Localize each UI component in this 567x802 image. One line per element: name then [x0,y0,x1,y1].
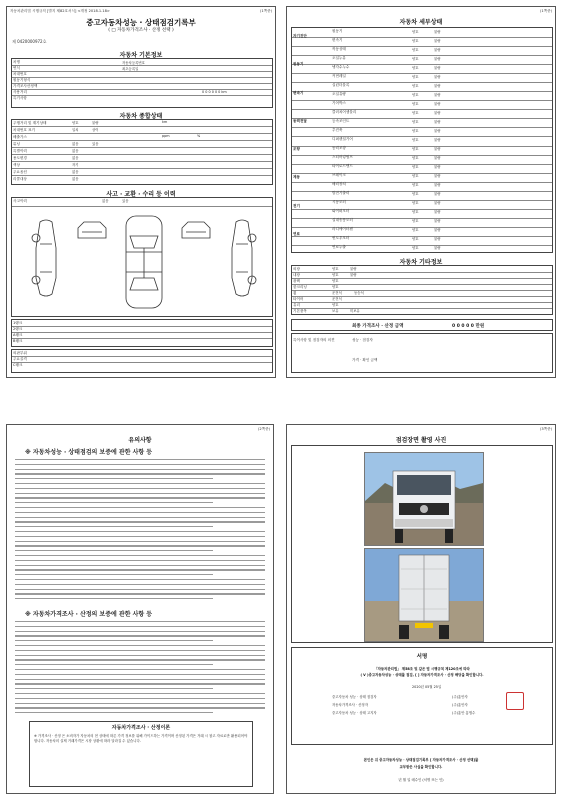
chk-good[interactable]: 양호 [332,285,339,289]
text-line [15,584,265,585]
etc-row: 내장 [293,272,300,277]
chk-good[interactable]: 양호 [412,128,419,133]
chk-bad[interactable]: 불량 [434,29,441,34]
chk-bad[interactable]: 불량 [434,137,441,142]
price-theory-box [29,721,253,787]
summary-row: 용도변경 [13,155,27,160]
text-line [15,693,265,694]
text-line [15,626,265,627]
accident-detail-table [11,349,273,373]
detail-category: 동력전달 [293,118,307,123]
text-line [15,631,265,632]
chk-good[interactable]: 양호 [412,29,419,34]
text-line [15,679,265,680]
chk-good[interactable]: 양호 [412,228,419,233]
text-line [15,683,265,684]
car-side-view-icon [26,218,66,298]
basic-row-5: 원동기형식 [13,77,31,82]
sign-value-3: (주)흥안 흥범수 [452,711,476,715]
chk-bad[interactable]: 불량 [92,121,99,125]
summary-row: 리콜대상 [13,176,27,181]
text-line [15,655,265,656]
text-line [15,707,265,708]
price-theory-text: ※ 가격조사 · 산정 은 소비자가 자동차의 현 상태에 따른 가격 정보를 위해 가이드하는 가격이며 산정된 가격은 거래 시 참고 자료로만 활용되어야 합니다. 자동차의 실제 거래가격은 시장 상황에 따라 달라질 수 있습니다. [34,734,248,743]
chk-bad[interactable]: 불량 [434,246,441,251]
basic-row-2-label: 자동차등록번호 [122,60,145,65]
text-line [15,669,265,670]
chk-bad[interactable]: 불량 [434,237,441,242]
truck-rear-photo [364,548,484,642]
text-line [15,650,265,651]
chk-good[interactable]: 양호 [412,147,419,152]
detail-category: 제동 [293,175,300,180]
truck-front-photo [364,452,484,546]
chk-good[interactable]: 양호 [412,210,419,215]
chk-bad[interactable]: 불량 [350,273,357,277]
sign-value-1: (주)흥안자 [452,695,468,699]
signature-box [291,647,553,745]
chk-bad[interactable]: 불량 [434,65,441,70]
detail-item-label: 기어박스 [332,100,346,105]
photo-page [286,424,556,794]
chk-bad[interactable]: 불량 [434,110,441,115]
sign-date: 2020년 05월 25일 [412,685,442,689]
summary-row: 배출가스 [13,134,27,139]
chk-none[interactable]: 없음 [72,177,79,181]
chk-bad[interactable]: 불량 [434,83,441,88]
chk-bad[interactable]: 불량 [434,56,441,61]
section-basic-info: 자동차 기본정보 [119,52,163,59]
chk-good[interactable]: 양호 [412,137,419,142]
section-accident: 사고 · 교환 · 수리 등 이력 [106,191,176,198]
photo-frame [291,445,553,643]
chk-bad[interactable]: 불량 [434,219,441,224]
page2-header-right: (2쪽중) [257,427,270,431]
chk-good[interactable]: 양호 [412,183,419,188]
page1-header-right: (1쪽중) [259,9,272,13]
chk-good[interactable]: 양호 [412,119,419,124]
page1b-header-right: (1쪽중) [539,9,552,13]
detail-item-label: 실린더블록 [332,82,350,87]
text-line [15,598,213,599]
chk-bad[interactable]: 불량 [434,128,441,133]
chk-good[interactable]: 양호 [412,74,419,79]
chk-good[interactable]: 양호 [412,165,419,170]
chk-good[interactable]: 양호 [412,156,419,161]
photo-title: 점검장면 촬영 사진 [395,437,447,444]
sign-text-2: ( V )중고자동차성능 · 상태를 점검, [ ] 자동차가격조사 · 산정 해당을 확인합니다. [360,673,484,677]
text-line [15,545,265,546]
text-line [15,459,265,460]
chk-good[interactable]: 양호 [412,219,419,224]
notes-box [291,333,553,373]
sign-row-1: 중고자동차 성능 · 상태 점검자 [332,695,377,699]
section-detail: 자동차 세부상태 [399,19,443,26]
detail-table [291,27,553,253]
text-line [15,526,213,527]
final-price-box [291,319,553,331]
text-line [15,565,265,566]
text-line [15,473,265,474]
basic-row-1: 차명 [13,59,20,64]
detail-item-label: 윈도우모터 [332,236,350,241]
text-line [15,507,265,508]
sig-label: 성능 · 점검자 [352,338,373,342]
chk-passenger[interactable]: 동승석 [354,291,364,295]
etc-row: 광택 [293,278,300,283]
chk-good[interactable]: 양호 [72,121,79,125]
text-line [15,589,265,590]
doc-number: 제 0420000972호 [12,39,47,44]
detail-item-label: 클러치어셈블리 [332,109,357,114]
text-line [15,703,265,704]
text-line [15,593,265,594]
text-line [15,536,265,537]
page1-title: 중고자동차성능 · 상태점검기록부 [86,18,196,27]
chk-bad[interactable]: 불량 [434,74,441,79]
chk-good[interactable]: 양호 [412,47,419,52]
unit-pct: % [197,134,201,138]
notice-page [6,424,274,794]
section-etc: 자동차 기타정보 [399,259,443,266]
detail-item-label: 변속기 [332,37,343,42]
chk-good[interactable]: 양호 [332,279,339,283]
chk-bad[interactable]: 불량 [434,210,441,215]
detail-item-label: 타이로드엔드 [332,164,353,169]
sign-row-2: 자동차가격조사 · 산정자 [332,703,368,707]
etc-row: 기본품목 [293,308,307,313]
detail-category: 조향 [293,147,300,151]
chk-none[interactable]: 없음 [72,149,79,153]
chk-good[interactable]: 양호 [412,174,419,179]
detail-item-label: 와이퍼모터 [332,209,350,214]
detail-item-label: 동력조향 [332,146,346,151]
basic-info-table [11,58,273,108]
text-line [15,502,213,503]
sign-row-3: 중고자동차 성능 · 상태 고지자 [332,711,377,715]
chk-differ[interactable]: 상이 [92,128,99,132]
text-line [15,574,213,575]
inspector-label: 가격 · 확인 금액 [352,358,378,362]
notes-label: 특이사항 및 점검자의 의견 [293,338,335,342]
text-line [15,569,265,570]
text-line [15,531,265,532]
sign-title: 서명 [416,654,428,660]
chk-bad[interactable]: 불량 [434,101,441,106]
basic-row-8: 특기사항 [13,95,27,100]
page3-header-right: (3쪽중) [539,427,552,431]
summary-row: 색상 [13,162,20,167]
text-line [15,478,213,479]
text-line [15,579,265,580]
text-line [15,712,213,713]
sign-value-2: (주)흥안자 [452,703,468,707]
text-line [15,541,265,542]
text-line [15,640,213,641]
basic-first-reg: 최초등록일 [122,66,139,71]
rank-row: A랭크 [13,332,23,337]
summary-row: 특별이력 [13,148,27,153]
rank-row: C랭크 [13,362,23,367]
chk-own[interactable]: 보유 [332,309,339,313]
basic-row-4: 차대번호 [13,71,27,76]
chk-good[interactable]: 양호 [412,246,419,251]
detail-category: 원동기 [293,62,304,67]
detail-item-label: 스티어링펌프 [332,155,353,160]
detail-item-label: 오일누유 [332,55,346,60]
text-line [15,664,213,665]
accident-row: 사고이력 [13,198,27,203]
final-price-label: 최종 가격조사 · 산정 금액 [352,324,404,329]
text-line [15,512,265,513]
chk-good[interactable]: 양호 [412,92,419,97]
chk-good[interactable]: 양호 [412,110,419,115]
chk-good[interactable]: 양호 [412,56,419,61]
footer-line-2: 교부받은 사실을 확인합니다. [399,765,443,769]
detail-item-label: 원동기 [332,28,343,33]
detail-item-label: 등속조인트 [332,118,350,123]
price-theory-title: 자동차가격조사 · 산정이론 [111,725,171,731]
text-line [15,497,265,498]
chk-bad[interactable]: 불량 [434,119,441,124]
unit-ppm: ppm [162,134,170,138]
chk-bad[interactable]: 불량 [434,92,441,97]
chk-bad[interactable]: 불량 [434,47,441,52]
chk-bad[interactable]: 불량 [434,147,441,152]
car-rear-view-icon [178,220,214,240]
text-line [15,521,265,522]
etc-row: 휠 [293,290,297,295]
text-line [15,659,265,660]
chk-good[interactable]: 양호 [412,201,419,206]
detail-item-label: 디퍼렌셜기어 [332,136,353,141]
summary-row: 튜닝 [13,141,20,146]
text-line [15,560,265,561]
summary-row: 주행거리 및 계기상태 [13,120,47,125]
basic-row-6: 가격조사산정액 [13,83,38,88]
chk-none[interactable]: 없음 [72,170,79,174]
chk-bad[interactable]: 불량 [434,228,441,233]
chk-not-own[interactable]: 미보유 [350,309,360,313]
detail-item-label: 시동모터 [332,200,346,205]
chk-bad[interactable]: 불량 [350,267,357,271]
text-line [15,493,265,494]
chk-good[interactable]: 양호 [332,303,339,307]
text-line [15,621,265,622]
accident-row: 외판부위 [13,350,27,355]
chk-bad[interactable]: 불량 [434,156,441,161]
rank-row: 1랭크 [13,320,23,325]
chk-none[interactable]: 없음 [102,199,109,203]
section-summary: 자동차 종합상태 [119,113,163,120]
chk-bad[interactable]: 불량 [434,183,441,188]
chk-yes[interactable]: 있음 [122,199,129,203]
detail-item-label: 실내송풍모터 [332,218,353,223]
etc-row: 타이어 [293,296,304,301]
chk-good[interactable]: 양호 [332,267,339,271]
form-page-1 [6,6,276,378]
detail-row [292,245,552,253]
detail-item-label: 연료누출 [332,245,346,250]
text-line [15,550,213,551]
chk-good[interactable]: 양호 [412,83,419,88]
detail-item-label: 발전기출력 [332,191,350,196]
chk-driver[interactable]: 운전석 [332,291,342,295]
chk-none[interactable]: 없음 [72,156,79,160]
chk-bad[interactable]: 불량 [434,165,441,170]
detail-item-label: 커먼레일 [332,73,346,78]
etc-row: 외장 [293,266,300,271]
unit-km: km [162,120,168,124]
etc-row: 룸크리닝 [293,284,307,289]
page1-subtitle: ( □ 자동차가격조사 · 산정 선택 ) [108,28,174,33]
detail-item-label: 냉각수누수 [332,64,350,69]
chk-match[interactable]: 일치 [72,128,79,132]
chk-bad[interactable]: 불량 [434,192,441,197]
detail-item-label: 오일유량 [332,91,346,96]
accident-summary-table [11,319,273,347]
form-page-1b [286,6,556,378]
page1-header-left: 자동차관리법 시행규칙 [별지 제82호서식] <개정 2018.1.18> [10,9,110,13]
car-front-view-icon [74,220,110,240]
chk-yes[interactable]: 있음 [92,142,99,146]
basic-row-7: 사용거리 [13,89,27,94]
detail-category: 자기진단 [293,34,307,38]
notice-title: 유의사항 [128,437,152,444]
etc-row: 유리 [293,302,300,307]
detail-item-label: 배력장치 [332,182,346,187]
detail-item-label: 추진축 [332,127,343,132]
sign-text-1: 「자동차관리법」 제58조 및 같은 법 시행규칙 제120조에 따라 [374,667,470,671]
footer-line-3: 년 월 일 매수인 (서명 또는 인) [398,778,444,782]
notice-section-b: ※ 자동차가격조사 · 산정의 보증에 관한 사항 등 [25,611,153,618]
text-line [15,635,265,636]
text-line [15,555,265,556]
chk-bad[interactable]: 불량 [434,201,441,206]
text-line [15,688,213,689]
summary-row: 주요옵션 [13,169,27,174]
rank-row: 2랭크 [13,326,23,331]
detail-item-label: 브레이크 [332,173,346,178]
accident-row: 주요골격 [13,356,27,361]
chk-none[interactable]: 없음 [72,142,79,146]
detail-item-label: 라디에이터팬 [332,227,353,232]
notice-section-a: ※ 자동차성능 · 상태점검의 보증에 관한 사항 등 [25,449,153,456]
text-line [15,464,265,465]
chk-good[interactable]: 양호 [412,237,419,242]
basic-mileage: 0 0 0 0 0 0 km [202,89,227,94]
chk-good[interactable]: 양호 [412,192,419,197]
chk-bad[interactable]: 불량 [434,38,441,43]
chk-bad[interactable]: 불량 [434,174,441,179]
summary-row: 차대번호 표기 [13,127,35,132]
text-line [15,517,265,518]
text-line [15,483,265,484]
accident-diagram [11,197,273,317]
final-price-value: 0 0 0 0 0 만원 [452,324,485,329]
chk-good[interactable]: 양호 [412,65,419,70]
detail-category: 연료 [293,231,300,236]
chk-driver[interactable]: 운전석 [332,297,342,301]
chk-good[interactable]: 양호 [412,101,419,106]
rank-row: B랭크 [13,338,23,343]
detail-category: 변속기 [293,90,304,95]
chk-good[interactable]: 양호 [412,38,419,43]
car-top-view-icon [118,212,170,312]
chk-good[interactable]: 양호 [332,273,339,277]
stamp-seal [506,692,524,710]
detail-item-label: 작동상태 [332,46,346,51]
text-line [15,645,265,646]
chk-self[interactable]: 자기 [72,163,79,167]
summary-table [11,119,273,185]
footer-line-1: 본인은 위 중고자동차성능 · 상태점검기록부 [ 자동차가격조사 · 산정 선택]를 [363,758,479,762]
etc-table [291,265,553,315]
text-line [15,674,265,675]
text-line [15,469,265,470]
car-side-view-icon [222,218,262,298]
basic-row-3: 연식 [13,65,20,70]
text-line [15,698,265,699]
text-line [15,488,265,489]
detail-category: 전기 [293,203,300,208]
